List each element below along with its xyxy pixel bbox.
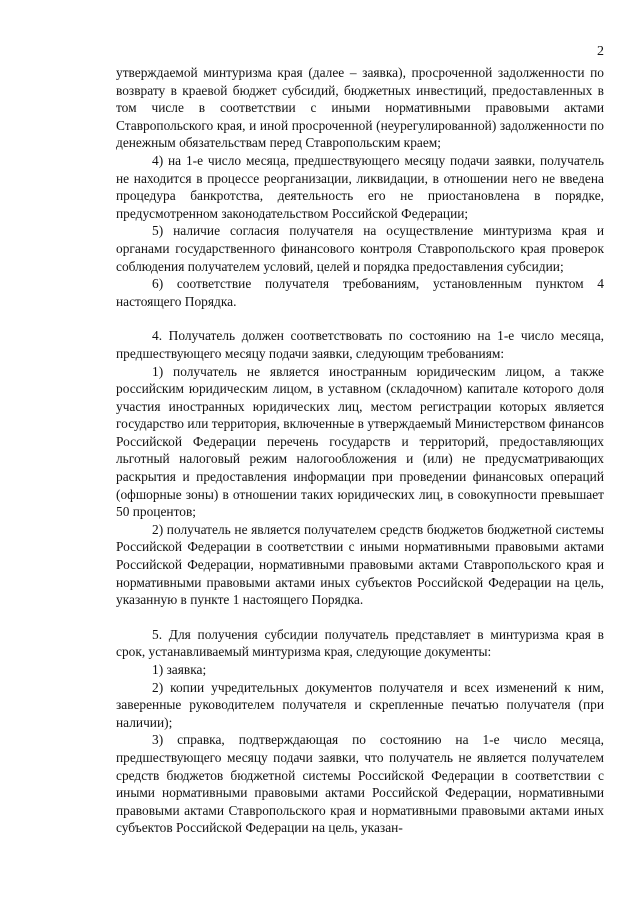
section-4-item-2: 2) получатель не является получателем средств бюджетов бюджетной системы Российской Федерации в соответствии с иными нормативными правовыми актами Российской Федерации, нормативными правовыми актами Ставропольского края и нормативными правовыми актами иных субъектов Российской Федерации на цель, указанную в пункте 1 настоящего Порядка. bbox=[116, 521, 604, 608]
page-number: 2 bbox=[597, 44, 604, 59]
paragraph-item-4: 4) на 1-е число месяца, предшествующего месяцу подачи заявки, получатель не находится в процессе реорганизации, ликвидации, в отношении него не введена процедура банкротства, деятельность его не приостановлена в порядке, предусмотренном законодательством Российской Федерации; bbox=[116, 152, 604, 221]
section-5-item-3: 3) справка, подтверждающая по состоянию на 1-е число месяца, предшествующего месяцу подачи заявки, что получатель не является получателем средств бюджетов бюджетной системы Российской Федерации в соответствии с иными нормативными правовыми актами Российской Федерации, нормативными правовыми актами Ставропольского края и нормативными правовыми актами иных субъектов Российской Федерации на цель, указан- bbox=[116, 732, 604, 836]
paragraph-item-6: 6) соответствие получателя требованиям, установленным пунктом 4 настоящего Порядка. bbox=[116, 276, 604, 309]
document-body bbox=[116, 64, 604, 837]
paragraph-continuation: утверждаемой минтуризма края (далее – заявка), просроченной задолженности по возврату в краевой бюджет субсидий, бюджетных инвестиций, предоставленных в том числе в соответствии с иными нормативными правовыми актами Ставропольского края, и иной просроченной (неурегулированной) задолженности по денежным обязательствам перед Ставропольским краем; bbox=[116, 65, 604, 151]
section-4-item-1: 1) получатель не является иностранным юридическим лицом, а также российским юридическим лицом, в уставном (складочном) капитале которого доля участия иностранных юридических лиц, местом регистрации которых является государство или территория, включенные в утверждаемый Министерством финансов Российской Федерации перечень государств и территорий, предоставляющих льготный налоговый режим налогообложения и (или) не предусматривающих раскрытия и предоставления информации при проведении финансовых операций (офшорные зоны) в отношении таких юридических лиц, в совокупности превышает 50 процентов; bbox=[116, 363, 604, 520]
paragraph-item-5: 5) наличие согласия получателя на осуществление минтуризма края и органами государственного финансового контроля Ставропольского края проверок соблюдения получателем условий, целей и порядка предоставления субсидии; bbox=[116, 223, 604, 274]
section-5-item-1: 1) заявка; bbox=[152, 662, 207, 677]
section-5-heading-paragraph: 5. Для получения субсидии получатель представляет в минтуризма края в срок, устанавливаемый минтуризма края, следующие документы: bbox=[116, 626, 604, 660]
section-5-item-2: 2) копии учредительных документов получателя и всех изменений к ним, заверенные руководителем получателя и скрепленные печатью получателя (при наличии); bbox=[116, 679, 604, 730]
section-4-heading-paragraph: 4. Получатель должен соответствовать по состоянию на 1-е число месяца, предшествующего месяцу подачи заявки, следующим требованиям: bbox=[116, 328, 604, 361]
